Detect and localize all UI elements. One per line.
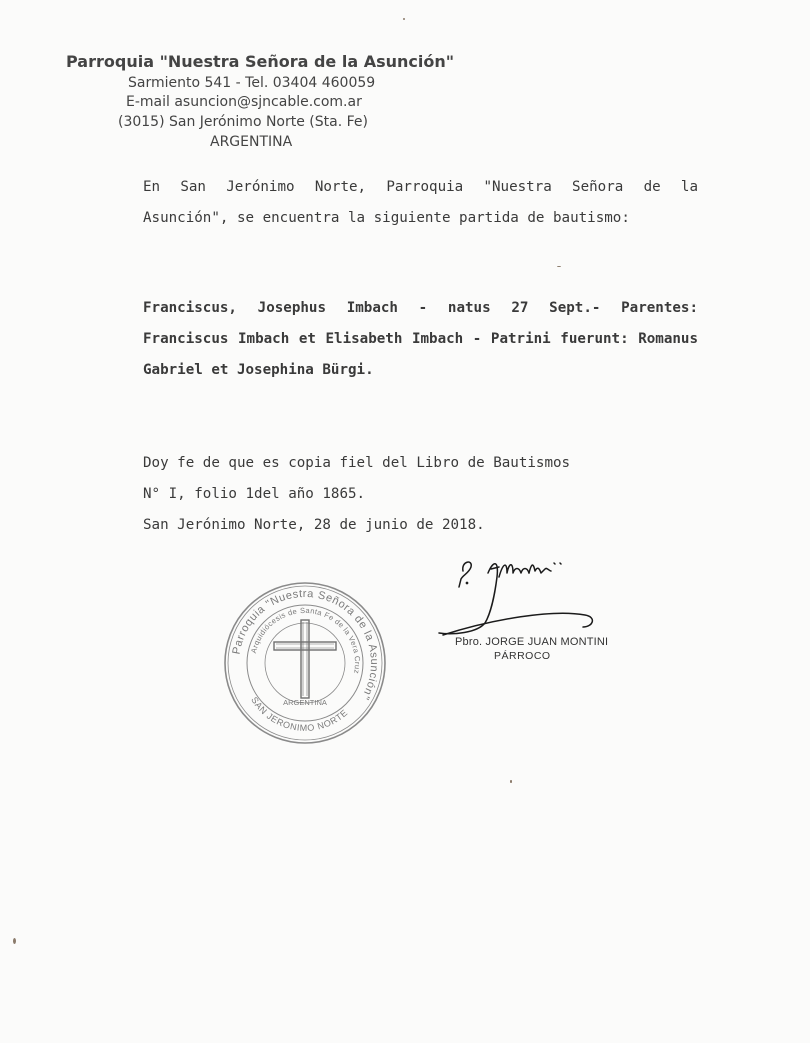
certification-date: San Jerónimo Norte, 28 de junio de 2018. xyxy=(143,517,485,533)
parish-email: E-mail asuncion@sjncable.com.ar xyxy=(126,94,362,110)
seal-center-lettering: ARGENTINA xyxy=(283,698,327,707)
parish-name: Parroquia "Nuestra Señora de la Asunción" xyxy=(66,52,455,71)
parish-country: ARGENTINA xyxy=(210,134,293,150)
paper-speck xyxy=(13,938,16,944)
seal-outer-lettering: Parroquia "Nuestra Señora de la Asunción" xyxy=(230,587,381,702)
paper-speck xyxy=(557,266,561,267)
baptism-entry: Franciscus, Josephus Imbach - natus 27 Sept.- Parentes: Franciscus Imbach et Elisabeth Imbach - Patrini fuerunt: Romanus Gabriel et Josephina Bürgi. xyxy=(143,300,698,378)
intro-paragraph: En San Jerónimo Norte, Parroquia "Nuestra Señora de la Asunción", se encuentra la siguiente partida de bautismo: xyxy=(143,179,698,226)
parish-seal-stamp xyxy=(222,580,388,746)
priest-name: Pbro. JORGE JUAN MONTINI xyxy=(455,636,609,648)
priest-role: PÁRROCO xyxy=(494,650,551,662)
certification-block xyxy=(143,448,698,541)
certification-line: Doy fe de que es copia fiel del Libro de Bautismos xyxy=(143,455,571,471)
seal-bottom-lettering: SAN JERONIMO NORTE xyxy=(249,695,350,733)
paper-speck xyxy=(510,780,512,783)
seal-inner-lettering: Arquidiócesis de Santa Fe de la Vera Cruz xyxy=(249,605,363,675)
certification-line: N° I, folio 1del año 1865. xyxy=(143,486,366,502)
parish-city: (3015) San Jerónimo Norte (Sta. Fe) xyxy=(118,114,368,130)
paper-speck xyxy=(403,18,405,20)
cross-icon xyxy=(274,620,336,698)
parish-address: Sarmiento 541 - Tel. 03404 460059 xyxy=(128,75,376,91)
